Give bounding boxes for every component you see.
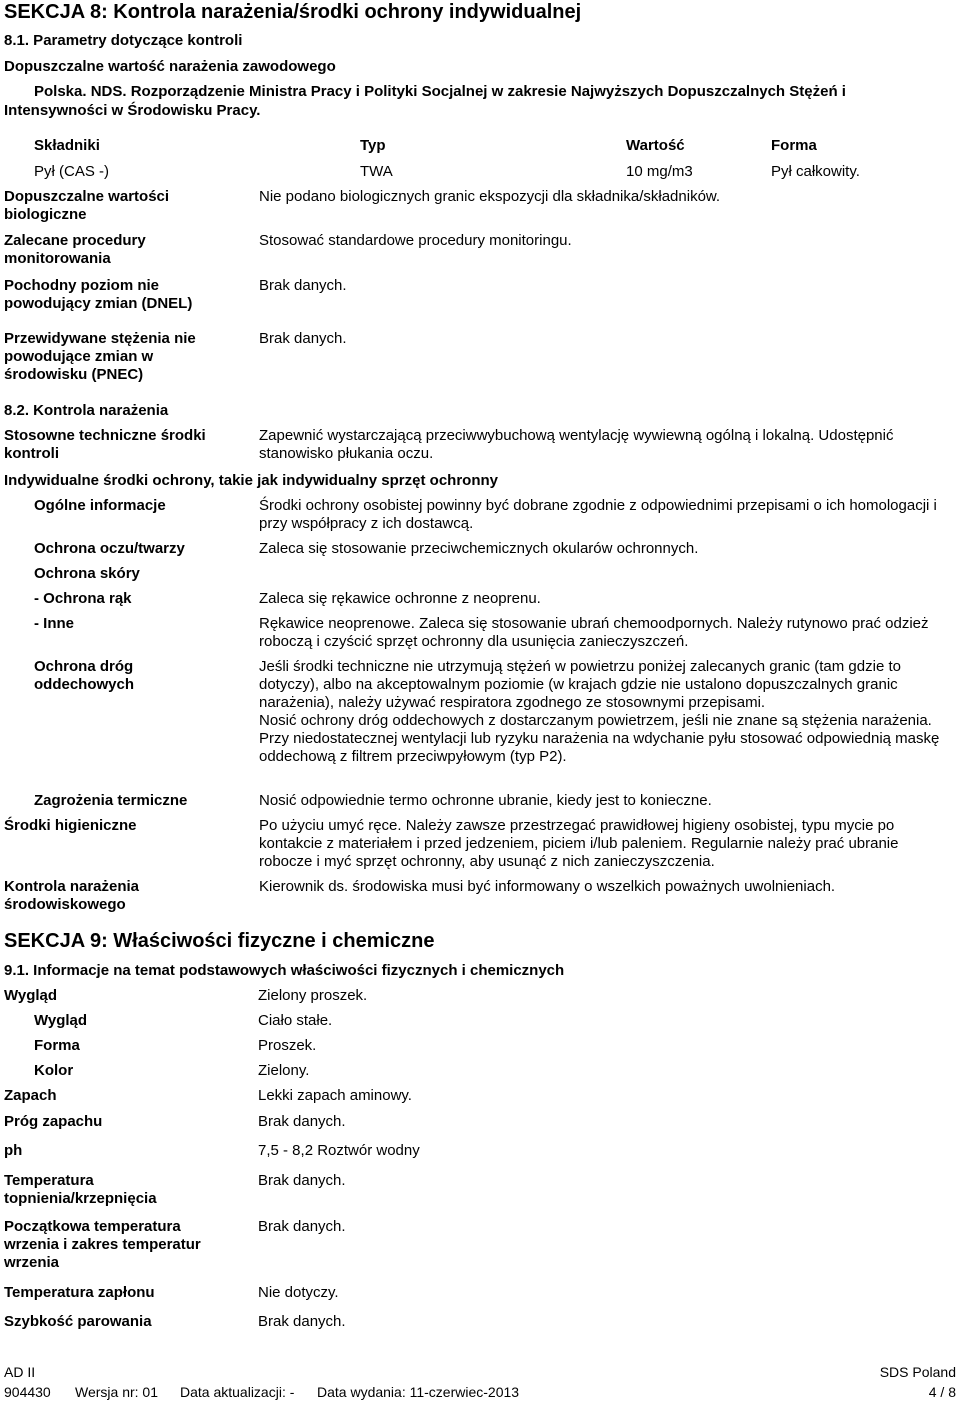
ppe-hands-value: Zaleca się rękawice ochronne z neoprenu. [259, 590, 541, 607]
biological-limits-value: Nie podano biologicznych granic ekspozycji dla składnika/składników. [259, 188, 721, 205]
table-cell-component: Pył (CAS -) [34, 163, 109, 180]
prop-melting-label: Temperatura topnienia/krzepnięcia [4, 1172, 157, 1207]
table-header-value: Wartość [626, 137, 685, 154]
prop-evaporation-value: Brak danych. [258, 1313, 346, 1330]
ppe-respiratory-text-1: Jeśli środki techniczne nie utrzymują stężeń w powietrzu poniżej zalecanych granic (tam gdzie to dotyczy), albo na akceptowalnym poziomie (w krajach gdzie nie ustalono dopuszczalnych granic narażenia), należy używać respiratora zgodnego ze stosownymi przepisami. [259, 658, 901, 711]
ppe-other-label: - Inne [34, 615, 74, 632]
prop-color-label: Kolor [34, 1062, 74, 1079]
regulation-line-2: Intensywności w Środowisku Pracy. [4, 102, 261, 119]
table-header-form: Forma [771, 137, 817, 154]
subsection-8-2-title: 8.2. Kontrola narażenia [4, 402, 169, 419]
ppe-respiratory-text-3: Przy niedostatecznej wentylacji lub ryzyku narażenia na wdychanie pyłu stosować odpowiednią maskę oddechową z filtrem przeciwpyłowym (typ P2). [259, 730, 940, 765]
ppe-general-label: Ogólne informacje [34, 497, 166, 514]
ppe-general-value: Środki ochrony osobistej powinny być dobrane zgodnie z odpowiednimi przepisami o ich homologacji i przy współpracy z ich dostawcą. [259, 497, 937, 532]
ppe-skin-label: Ochrona skóry [34, 565, 140, 582]
prop-boiling-label: Początkowa temperatura wrzenia i zakres temperatur wrzenia [4, 1218, 201, 1271]
prop-form-value: Proszek. [258, 1037, 317, 1054]
env-control-label: Kontrola narażenia środowiskowego [4, 878, 140, 913]
ppe-other-value: Rękawice neoprenowe. Zaleca się stosowanie ubrań chemoodpornych. Należy rutynowo prać odzież roboczą i czyścić sprzęt ochronny dla usunięcia zanieczyszczeń. [259, 615, 929, 650]
prop-boiling-value: Brak danych. [258, 1218, 346, 1235]
prop-appearance-sub-label: Wygląd [34, 1012, 88, 1029]
dnel-value: Brak danych. [259, 277, 347, 294]
ppe-hands-label: - Ochrona rąk [34, 590, 132, 607]
footer-page-number: 4 / 8 [928, 1384, 956, 1400]
ppe-thermal-label: Zagrożenia termiczne [34, 792, 188, 809]
table-cell-type: TWA [360, 163, 393, 180]
ppe-eyes-label: Ochrona oczu/twarzy [34, 540, 185, 557]
ppe-thermal-value: Nosić odpowiednie termo ochronne ubranie, kiedy jest to konieczne. [259, 792, 712, 809]
footer-version: Wersja nr: 01 [75, 1384, 158, 1400]
monitoring-label: Zalecane procedury monitorowania [4, 232, 146, 267]
prop-odor-value: Lekki zapach aminowy. [258, 1087, 412, 1104]
section-8-title: SEKCJA 8: Kontrola narażenia/środki ochrony indywidualnej [4, 1, 582, 23]
prop-ph-value: 7,5 - 8,2 Roztwór wodny [258, 1142, 420, 1159]
hygiene-label: Środki higieniczne [4, 817, 137, 834]
subsection-9-1-title: 9.1. Informacje na temat podstawowych właściwości fizycznych i chemicznych [4, 962, 565, 979]
prop-evaporation-label: Szybkość parowania [4, 1313, 152, 1330]
ppe-respiratory-label: Ochrona dróg oddechowych [34, 658, 135, 693]
pnec-label: Przewidywane stężenia nie powodujące zmian w środowisku (PNEC) [4, 330, 196, 383]
regulation-line-1: Polska. NDS. Rozporządzenie Ministra Pracy i Polityki Socjalnej w zakresie Najwyższych Dopuszczalnych Stężeń i [34, 83, 846, 100]
ppe-heading: Indywidualne środki ochrony, takie jak indywidualny sprzęt ochronny [4, 472, 498, 489]
footer-revision-date: Data aktualizacji: - [180, 1384, 295, 1400]
prop-color-value: Zielony. [258, 1062, 310, 1079]
prop-appearance-label: Wygląd [4, 987, 58, 1004]
engineering-controls-value: Zapewnić wystarczającą przeciwwybuchową wentylację wywiewną ogólną i lokalną. Udostępnić stanowisko płukania oczu. [259, 427, 894, 462]
pnec-value: Brak danych. [259, 330, 347, 347]
prop-appearance-value: Zielony proszek. [258, 987, 368, 1004]
hygiene-value: Po użyciu umyć ręce. Należy zawsze przestrzegać prawidłowej higieny osobistej, typu mycie po kontakcie z materiałem i przed jedzeniem, piciem i/lub paleniem. Regularnie należy prać ubranie robocze i myć sprzęt ochronny, aby usunąć z nich zanieczyszczenia. [259, 817, 899, 870]
prop-odor-threshold-label: Próg zapachu [4, 1113, 103, 1130]
footer-issue-date: Data wydania: 11-czerwiec-2013 [317, 1384, 520, 1400]
section-9-title: SEKCJA 9: Właściwości fizyczne i chemiczne [4, 930, 435, 952]
table-header-component: Składniki [34, 137, 100, 154]
oel-heading: Dopuszczalne wartość narażenia zawodowego [4, 58, 336, 75]
prop-flash-point-value: Nie dotyczy. [258, 1284, 339, 1301]
env-control-value: Kierownik ds. środowiska musi być informowany o wszelkich poważnych uwolnieniach. [259, 878, 836, 895]
ppe-respiratory-text-2: Nosić ochrony dróg oddechowych z dostarczanym powietrzem, jeśli nie znane są stężenia narażenia. [259, 712, 932, 729]
table-cell-form: Pył całkowity. [771, 163, 860, 180]
prop-melting-value: Brak danych. [258, 1172, 346, 1189]
table-header-type: Typ [360, 137, 386, 154]
ppe-eyes-value: Zaleca się stosowanie przeciwchemicznych okularów ochronnych. [259, 540, 699, 557]
footer-sds-region: SDS Poland [879, 1364, 956, 1380]
prop-ph-label: ph [4, 1142, 23, 1159]
prop-odor-threshold-value: Brak danych. [258, 1113, 346, 1130]
prop-flash-point-label: Temperatura zapłonu [4, 1284, 155, 1301]
table-cell-value: 10 mg/m3 [626, 163, 693, 180]
prop-appearance-sub-value: Ciało stałe. [258, 1012, 333, 1029]
monitoring-value: Stosować standardowe procedury monitoringu. [259, 232, 572, 249]
prop-odor-label: Zapach [4, 1087, 57, 1104]
prop-form-label: Forma [34, 1037, 80, 1054]
footer-product-code: 904430 [4, 1384, 51, 1400]
subsection-8-1-title: 8.1. Parametry dotyczące kontroli [4, 32, 243, 49]
biological-limits-label: Dopuszczalne wartości biologiczne [4, 188, 170, 223]
dnel-label: Pochodny poziom nie powodujący zmian (DNEL) [4, 277, 193, 312]
footer-product-name: AD II [4, 1364, 36, 1380]
engineering-controls-label: Stosowne techniczne środki kontroli [4, 427, 206, 462]
ppe-respiratory-value [259, 658, 949, 766]
